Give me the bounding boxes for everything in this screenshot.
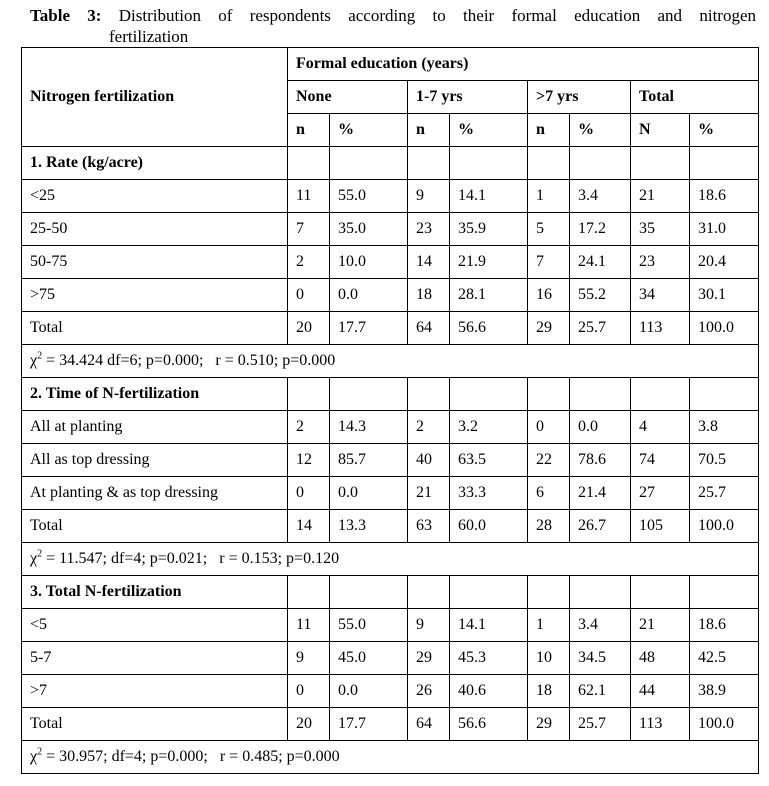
row-label: Total <box>22 312 288 345</box>
table-cell: 17.2 <box>570 213 631 246</box>
table-cell: 18.6 <box>690 180 759 213</box>
row-label: 5-7 <box>22 642 288 675</box>
table-row <box>22 708 759 741</box>
table-cell: 55.0 <box>330 609 408 642</box>
table-cell: 38.9 <box>690 675 759 708</box>
table-cell: 9 <box>408 609 450 642</box>
table-cell: 27 <box>631 477 690 510</box>
empty-cell <box>631 378 690 411</box>
empty-cell <box>690 147 759 180</box>
chi-exponent: 2 <box>37 746 43 758</box>
row-label: >7 <box>22 675 288 708</box>
table-cell: 18.6 <box>690 609 759 642</box>
statistics-row <box>22 345 759 378</box>
table-row <box>22 675 759 708</box>
table-cell: 25.7 <box>690 477 759 510</box>
table-cell: 14 <box>288 510 330 543</box>
section-title-row <box>22 378 759 411</box>
section-title: 3. Total N-fertilization <box>22 576 288 609</box>
table-cell: 12 <box>288 444 330 477</box>
table-cell: 24.1 <box>570 246 631 279</box>
table-cell: 2 <box>288 411 330 444</box>
table-row <box>22 213 759 246</box>
subcol-header: % <box>690 114 759 147</box>
table-cell: 10 <box>528 642 570 675</box>
table-cell: 78.6 <box>570 444 631 477</box>
empty-cell <box>690 576 759 609</box>
table-body <box>22 48 759 774</box>
table-cell: 0.0 <box>330 477 408 510</box>
table-cell: 28.1 <box>450 279 528 312</box>
table-cell: 62.1 <box>570 675 631 708</box>
table-cell: 3.8 <box>690 411 759 444</box>
table-cell: 70.5 <box>690 444 759 477</box>
caption-text-line1: Distribution of respondents according to their formal education and nitrogen <box>118 6 757 25</box>
table-cell: 20 <box>288 708 330 741</box>
table-cell: 64 <box>408 312 450 345</box>
group-header-over-7: >7 yrs <box>528 81 631 114</box>
data-table <box>21 47 759 774</box>
table-cell: 21.4 <box>570 477 631 510</box>
empty-cell <box>631 147 690 180</box>
row-label: Total <box>22 708 288 741</box>
group-label-header: Formal education (years) <box>288 48 759 81</box>
table-row <box>22 444 759 477</box>
statistics-row <box>22 741 759 774</box>
chi-exponent: 2 <box>37 350 43 362</box>
chi-exponent: 2 <box>37 548 43 560</box>
table-cell: 25.7 <box>570 708 631 741</box>
table-cell: 10.0 <box>330 246 408 279</box>
statistics-text: = 11.547; df=4; p=0.021; r = 0.153; p=0.120 <box>42 550 340 567</box>
section-title-row <box>22 576 759 609</box>
table-cell: 3.4 <box>570 180 631 213</box>
empty-cell <box>330 147 408 180</box>
header-row-1 <box>22 48 759 81</box>
subcol-header: n <box>288 114 330 147</box>
table-cell: 33.3 <box>450 477 528 510</box>
table-cell: 0 <box>288 675 330 708</box>
statistics-cell <box>22 543 759 576</box>
table-cell: 100.0 <box>690 510 759 543</box>
empty-cell <box>631 576 690 609</box>
table-cell: 56.6 <box>450 312 528 345</box>
table-cell: 23 <box>631 246 690 279</box>
table-cell: 21.9 <box>450 246 528 279</box>
table-cell: 74 <box>631 444 690 477</box>
table-cell: 14 <box>408 246 450 279</box>
empty-cell <box>288 576 330 609</box>
table-cell: 17.7 <box>330 312 408 345</box>
group-header-none: None <box>288 81 408 114</box>
statistics-text: = 30.957; df=4; p=0.000; r = 0.485; p=0.000 <box>42 748 340 765</box>
table-cell: 0 <box>288 477 330 510</box>
section-title-row <box>22 147 759 180</box>
subcol-header: % <box>450 114 528 147</box>
empty-cell <box>288 378 330 411</box>
table-cell: 30.1 <box>690 279 759 312</box>
table-cell: 16 <box>528 279 570 312</box>
row-label-header: Nitrogen fertilization <box>22 48 288 147</box>
table-cell: 100.0 <box>690 312 759 345</box>
table-cell: 20 <box>288 312 330 345</box>
section-title: 2. Time of N-fertilization <box>22 378 288 411</box>
table-cell: 28 <box>528 510 570 543</box>
table-row <box>22 609 759 642</box>
empty-cell <box>408 378 450 411</box>
chi-symbol: χ <box>30 352 38 369</box>
row-label: 25-50 <box>22 213 288 246</box>
table-cell: 26 <box>408 675 450 708</box>
table-cell: 0.0 <box>330 675 408 708</box>
table-cell: 40 <box>408 444 450 477</box>
table-cell: 7 <box>528 246 570 279</box>
table-cell: 9 <box>288 642 330 675</box>
group-header-total: Total <box>631 81 759 114</box>
table-cell: 63.5 <box>450 444 528 477</box>
table-row <box>22 246 759 279</box>
table-cell: 34 <box>631 279 690 312</box>
caption-text-line2: fertilization <box>109 27 189 46</box>
table-cell: 40.6 <box>450 675 528 708</box>
statistics-cell <box>22 345 759 378</box>
table-cell: 2 <box>288 246 330 279</box>
group-header-1-7: 1-7 yrs <box>408 81 528 114</box>
table-cell: 42.5 <box>690 642 759 675</box>
table-cell: 4 <box>631 411 690 444</box>
table-cell: 35.9 <box>450 213 528 246</box>
table-cell: 0 <box>528 411 570 444</box>
table-cell: 21 <box>408 477 450 510</box>
table-cell: 34.5 <box>570 642 631 675</box>
empty-cell <box>570 378 631 411</box>
table-row <box>22 312 759 345</box>
table-cell: 18 <box>528 675 570 708</box>
table-cell: 20.4 <box>690 246 759 279</box>
table-cell: 3.4 <box>570 609 631 642</box>
table-cell: 11 <box>288 609 330 642</box>
table-cell: 35 <box>631 213 690 246</box>
table-cell: 23 <box>408 213 450 246</box>
empty-cell <box>450 576 528 609</box>
table-cell: 7 <box>288 213 330 246</box>
table-cell: 25.7 <box>570 312 631 345</box>
subcol-header: N <box>631 114 690 147</box>
table-cell: 63 <box>408 510 450 543</box>
table-cell: 14.3 <box>330 411 408 444</box>
table-cell: 26.7 <box>570 510 631 543</box>
chi-symbol: χ <box>30 550 38 567</box>
table-cell: 29 <box>408 642 450 675</box>
table-cell: 105 <box>631 510 690 543</box>
empty-cell <box>570 576 631 609</box>
table-cell: 44 <box>631 675 690 708</box>
table-cell: 14.1 <box>450 180 528 213</box>
table-cell: 21 <box>631 180 690 213</box>
table-cell: 113 <box>631 312 690 345</box>
table-cell: 11 <box>288 180 330 213</box>
chi-symbol: χ <box>30 748 38 765</box>
table-cell: 0.0 <box>570 411 631 444</box>
empty-cell <box>450 378 528 411</box>
table-row <box>22 642 759 675</box>
table-cell: 56.6 <box>450 708 528 741</box>
subcol-header: % <box>570 114 631 147</box>
section-title: 1. Rate (kg/acre) <box>22 147 288 180</box>
table-cell: 29 <box>528 312 570 345</box>
table-cell: 3.2 <box>450 411 528 444</box>
table-cell: 113 <box>631 708 690 741</box>
table-cell: 100.0 <box>690 708 759 741</box>
table-cell: 55.2 <box>570 279 631 312</box>
table-cell: 31.0 <box>690 213 759 246</box>
empty-cell <box>408 147 450 180</box>
row-label: All as top dressing <box>22 444 288 477</box>
row-label: <25 <box>22 180 288 213</box>
table-row <box>22 279 759 312</box>
table-cell: 55.0 <box>330 180 408 213</box>
empty-cell <box>690 378 759 411</box>
table-cell: 1 <box>528 609 570 642</box>
statistics-row <box>22 543 759 576</box>
table-cell: 64 <box>408 708 450 741</box>
table-cell: 14.1 <box>450 609 528 642</box>
table-cell: 6 <box>528 477 570 510</box>
row-label: 50-75 <box>22 246 288 279</box>
table-caption <box>30 6 756 26</box>
table-cell: 17.7 <box>330 708 408 741</box>
table-cell: 29 <box>528 708 570 741</box>
subcol-header: n <box>408 114 450 147</box>
table-label: Table 3: <box>30 6 102 25</box>
table-cell: 5 <box>528 213 570 246</box>
empty-cell <box>528 576 570 609</box>
row-label: All at planting <box>22 411 288 444</box>
subcol-header: % <box>330 114 408 147</box>
table-cell: 22 <box>528 444 570 477</box>
empty-cell <box>528 147 570 180</box>
row-label: At planting & as top dressing <box>22 477 288 510</box>
empty-cell <box>528 378 570 411</box>
table-cell: 35.0 <box>330 213 408 246</box>
table-cell: 45.0 <box>330 642 408 675</box>
table-cell: 1 <box>528 180 570 213</box>
empty-cell <box>330 576 408 609</box>
table-cell: 18 <box>408 279 450 312</box>
row-label: Total <box>22 510 288 543</box>
empty-cell <box>330 378 408 411</box>
table-cell: 45.3 <box>450 642 528 675</box>
statistics-text: = 34.424 df=6; p=0.000; r = 0.510; p=0.000 <box>42 352 336 369</box>
empty-cell <box>450 147 528 180</box>
table-cell: 21 <box>631 609 690 642</box>
table-cell: 13.3 <box>330 510 408 543</box>
table-row <box>22 477 759 510</box>
subcol-header: n <box>528 114 570 147</box>
table-cell: 85.7 <box>330 444 408 477</box>
table-cell: 2 <box>408 411 450 444</box>
statistics-cell <box>22 741 759 774</box>
empty-cell <box>288 147 330 180</box>
row-label: <5 <box>22 609 288 642</box>
table-cell: 9 <box>408 180 450 213</box>
table-cell: 0 <box>288 279 330 312</box>
table-row <box>22 510 759 543</box>
table-cell: 0.0 <box>330 279 408 312</box>
table-row <box>22 411 759 444</box>
table-cell: 60.0 <box>450 510 528 543</box>
empty-cell <box>408 576 450 609</box>
table-row <box>22 180 759 213</box>
row-label: >75 <box>22 279 288 312</box>
table-cell: 48 <box>631 642 690 675</box>
empty-cell <box>570 147 631 180</box>
